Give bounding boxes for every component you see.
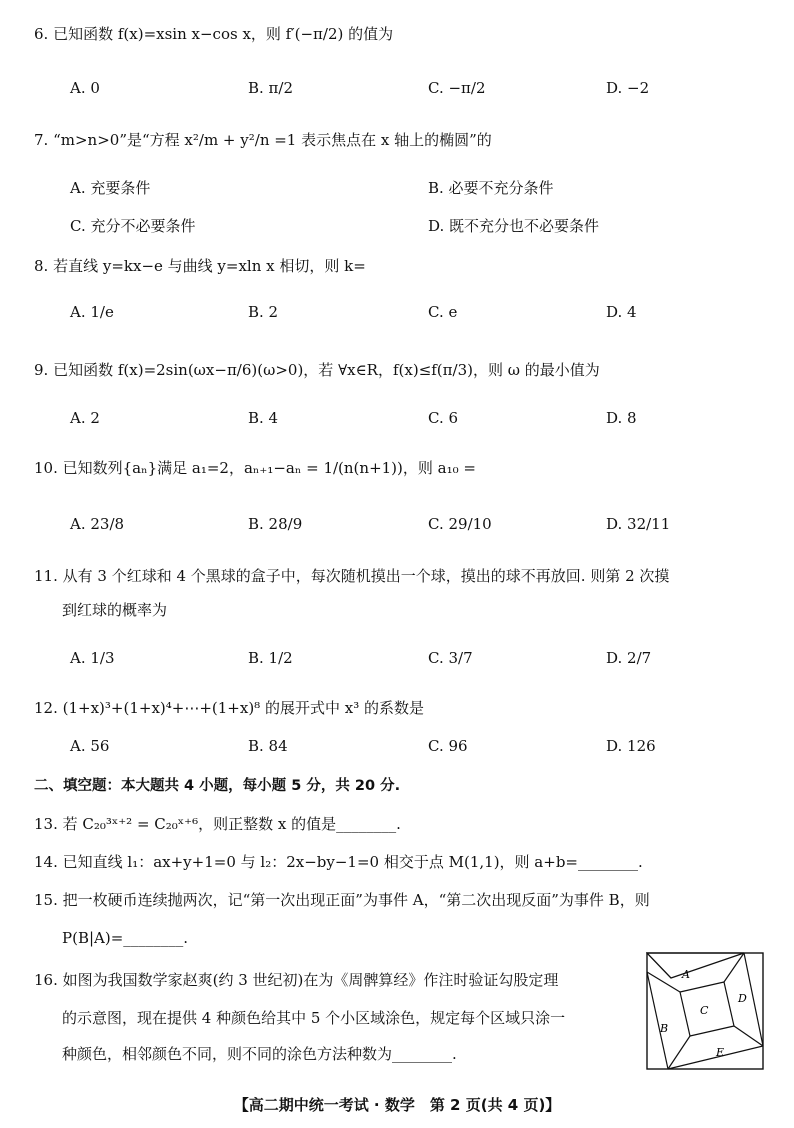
q7-option-a: A. 充要条件: [70, 179, 151, 197]
q11-option-b: B. 1/2: [248, 649, 293, 667]
question-11-stem-line1: 11. 从有 3 个红球和 4 个黑球的盒子中，每次随机摸出一个球，摸出的球不再放回. 则第 2 次摸: [34, 567, 670, 585]
q8-option-c: C. e: [428, 303, 458, 321]
q12-option-b: B. 84: [248, 737, 288, 755]
question-11-stem-line2: 到红球的概率为: [62, 601, 168, 619]
q10-option-b: B. 28/9: [248, 515, 303, 533]
q9-option-d: D. 8: [606, 409, 637, 427]
q8-option-d: D. 4: [606, 303, 637, 321]
region-c-label: C: [700, 1004, 709, 1017]
q7-option-b: B. 必要不充分条件: [428, 179, 554, 197]
q9-option-c: C. 6: [428, 409, 459, 427]
question-14: 14. 已知直线 l₁：ax+y+1=0 与 l₂：2x−by−1=0 相交于点 M(1,1)，则 a+b=________.: [34, 853, 643, 871]
region-d-label: D: [738, 992, 747, 1005]
q11-option-c: C. 3/7: [428, 649, 473, 667]
q7-option-c: C. 充分不必要条件: [70, 217, 196, 235]
q10-option-a: A. 23/8: [70, 515, 125, 533]
q12-option-d: D. 126: [606, 737, 656, 755]
question-6-stem: 6. 已知函数 f(x)=xsin x−cos x，则 f′(−π/2) 的值为: [34, 25, 394, 43]
region-e-label: E: [716, 1046, 725, 1059]
question-16-line3: 种颜色，相邻颜色不同，则不同的涂色方法种数为________.: [62, 1045, 457, 1063]
section-2-title: 二、填空题：本大题共 4 小题，每小题 5 分，共 20 分.: [34, 778, 401, 794]
q9-option-a: A. 2: [70, 409, 100, 427]
q7-option-d: D. 既不充分也不必要条件: [428, 217, 600, 235]
question-7-stem: 7. “m>n>0”是“方程 x²/m + y²/n =1 表示焦点在 x 轴上的椭圆”的: [34, 131, 492, 149]
q11-option-d: D. 2/7: [606, 649, 652, 667]
question-16-line2: 的示意图，现在提供 4 种颜色给其中 5 个小区域涂色，规定每个区域只涂一: [62, 1009, 566, 1027]
question-13: 13. 若 C₂₀³ˣ⁺² = C₂₀ˣ⁺⁶，则正整数 x 的值是________.: [34, 815, 401, 833]
q6-option-c: C. −π/2: [428, 79, 486, 97]
q12-option-a: A. 56: [70, 737, 110, 755]
q11-option-a: A. 1/3: [70, 649, 115, 667]
q6-option-a: A. 0: [70, 79, 100, 97]
question-15-line2: P(B|A)=________.: [62, 929, 189, 947]
page-footer: 【高二期中统一考试 · 数学 第 2 页(共 4 页)】: [233, 1096, 561, 1114]
q6-option-b: B. π/2: [248, 79, 294, 97]
q10-option-d: D. 32/11: [606, 515, 671, 533]
q6-option-d: D. −2: [606, 79, 650, 97]
question-8-stem: 8. 若直线 y=kx−e 与曲线 y=xln x 相切，则 k=: [34, 257, 366, 275]
question-10-stem: 10. 已知数列{aₙ}满足 a₁=2，aₙ₊₁−aₙ = 1/(n(n+1))，则 a₁₀ =: [34, 459, 476, 477]
region-b-label: B: [660, 1022, 669, 1035]
q8-option-a: A. 1/e: [70, 303, 114, 321]
q9-option-b: B. 4: [248, 409, 279, 427]
question-15-line1: 15. 把一枚硬币连续抛两次，记“第一次出现正面”为事件 A，“第二次出现反面”为事件 B，则: [34, 891, 650, 909]
zhao-shuang-diagram: [646, 952, 764, 1070]
question-9-stem: 9. 已知函数 f(x)=2sin(ωx−π/6)(ω>0)，若 ∀x∈R，f(x)≤f(π/3)，则 ω 的最小值为: [34, 361, 600, 379]
question-12-stem: 12. (1+x)³+(1+x)⁴+⋯+(1+x)⁸ 的展开式中 x³ 的系数是: [34, 699, 424, 717]
q8-option-b: B. 2: [248, 303, 279, 321]
question-16-line1: 16. 如图为我国数学家赵爽(约 3 世纪初)在为《周髀算经》作注时验证勾股定理: [34, 971, 559, 989]
region-a-label: A: [682, 968, 690, 981]
q12-option-c: C. 96: [428, 737, 468, 755]
q10-option-c: C. 29/10: [428, 515, 492, 533]
